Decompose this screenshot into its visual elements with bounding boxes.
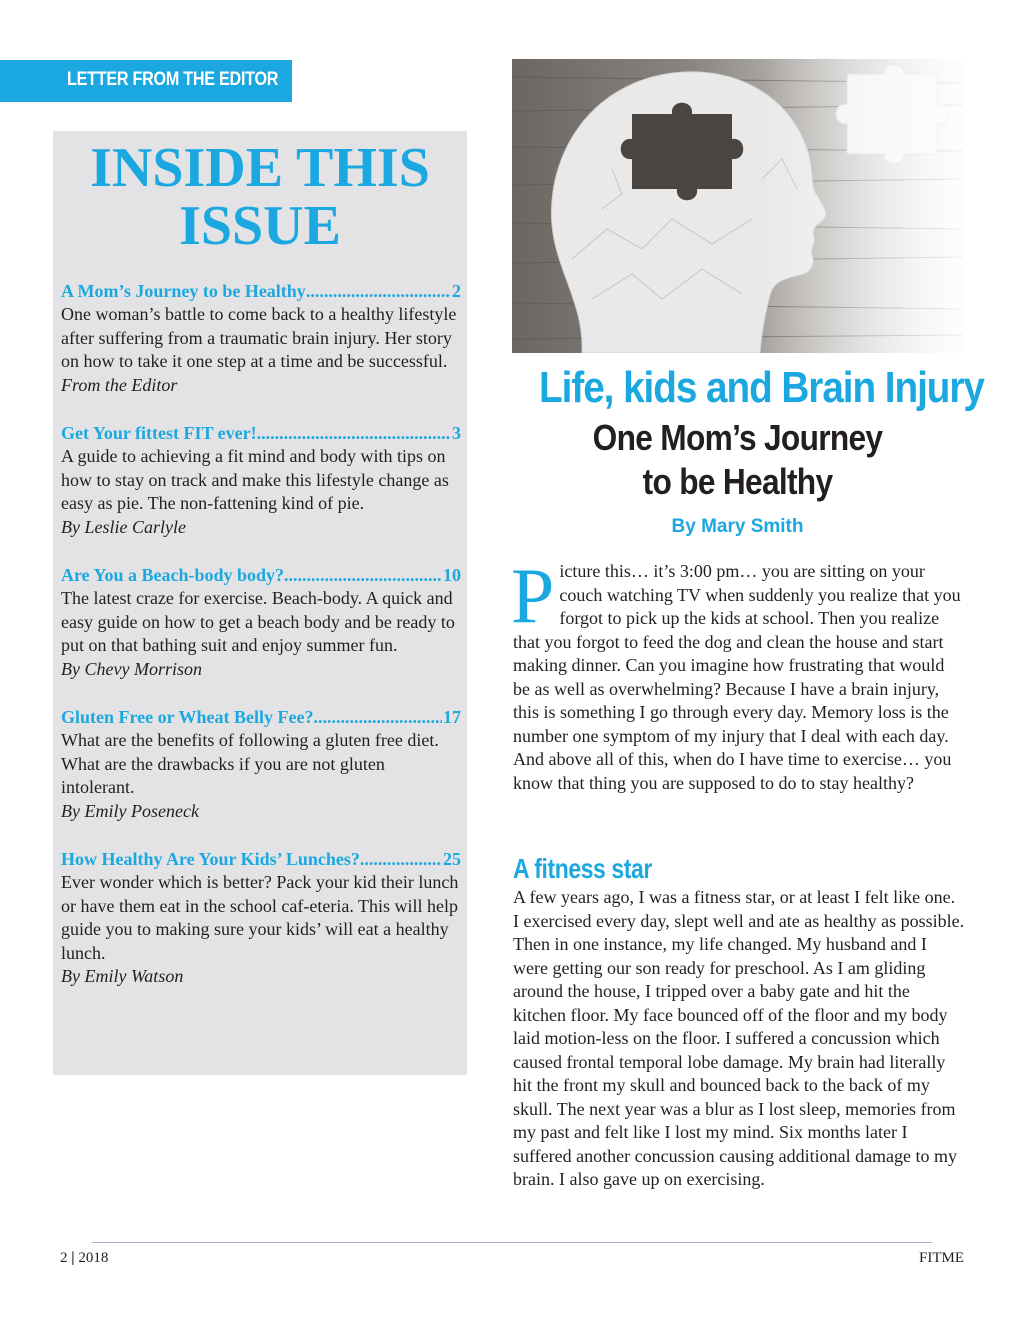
toc-leader-dots [360, 847, 442, 871]
toc-list [61, 279, 461, 1013]
toc-item-description: A guide to achieving a fit mind and body with tips on how to stay on track and make this lifestyle change as easy as pie. The non-fattening kind of pie. [61, 446, 449, 513]
toc-item-heading[interactable] [61, 847, 461, 871]
footer-page-number: 2 [60, 1250, 68, 1266]
toc-item-page: 10 [443, 565, 461, 585]
toc-leader-dots [306, 279, 451, 303]
toc-item-description: The latest craze for exercise. Beach-body. A quick and easy guide on how to get a beach body and be ready to put on that bathing suit and enjoy summer fun. [61, 588, 455, 655]
toc-item-description: One woman’s battle to come back to a healthy lifestyle after suffering from a traumatic brain injury. Her story on how to take it one step at a time and be successful. [61, 304, 457, 371]
toc-item-title: How Healthy Are Your Kids’ Lunches? [61, 849, 360, 869]
article-subtitle-line2: to be Healthy [642, 461, 833, 502]
footer-divider [92, 1242, 932, 1243]
drop-cap: P [511, 552, 555, 639]
toc-item-byline: By Chevy Morrison [61, 658, 202, 679]
toc-item-heading[interactable] [61, 705, 461, 729]
section-tab [0, 60, 292, 102]
toc-item-byline: By Emily Watson [61, 966, 184, 986]
toc-item-heading[interactable] [61, 563, 461, 587]
article-intro-paragraph [511, 552, 965, 795]
toc-item-title: Gluten Free or Wheat Belly Fee? [61, 707, 314, 727]
footer-separator: | [71, 1250, 75, 1266]
toc-leader-dots [284, 563, 442, 587]
toc-title-line2: ISSUE [179, 195, 341, 257]
section-tab-label: LETTER FROM THE EDITOR [67, 69, 279, 90]
toc-item-heading[interactable] [61, 421, 461, 445]
toc-item-description: Ever wonder which is better? Pack your kid their lunch or have them eat in the school caf-eteria. This will help guide you to making sure your kids’ will eat a healthy lunch. [61, 872, 459, 963]
toc-item[interactable] [61, 421, 461, 539]
article-byline: By Mary Smith [671, 516, 804, 537]
section-paragraph: A few years ago, I was a fitness star, or at least I felt like one. I exercised every day, slept well and ate as healthy as possible. Then in one instance, my life changed. My husband and I were getting our son ready for preschool. As I am gliding around the house, I tripped over a baby gate and hit the kitchen floor. My face bounced off of the floor and my body laid motion-less on the floor. I suffered a concussion which caused frontal temporal lobe damage. My brain had literally hit the front my skull and bounced back to the back of my skull. The next year was a blur as I lost sleep, memories from my past and felt like I lost my mind. Six months later I suffered another concussion causing additional damage to my brain. I also gave up on exercising. [513, 887, 965, 1189]
hero-image [512, 59, 963, 353]
head-puzzle-illustration [512, 59, 963, 353]
toc-item-title: Are You a Beach-body body? [61, 565, 285, 585]
toc-item-title: Get Your fittest FIT ever! [61, 423, 257, 443]
toc-title [53, 139, 467, 255]
toc-item-title: A Mom’s Journey to be Healthy [61, 281, 306, 301]
toc-leader-dots [313, 705, 442, 729]
section-heading: A fitness star [513, 853, 652, 884]
toc-item[interactable] [61, 847, 461, 989]
toc-item-byline: By Leslie Carlyle [61, 516, 186, 537]
article-intro-text: icture this… it’s 3:00 pm… you are sitting on your couch watching TV when suddenly you realize that you forgot to pick up the kids at school. Then you realize that you forgot to feed the dog and clean the house and start making dinner. Can you imagine how frustrating that would be as well as overwhelming? Because I have a brain injury, this is something I go through every day. Memory loss is the number one symptom of my injury that I deal with each day. And above all of this, when do I have time to exercise… you know that thing you are supposed to do to stay healthy? [513, 561, 961, 793]
toc-item[interactable] [61, 563, 461, 681]
toc-item[interactable] [61, 705, 461, 823]
footer-year: 2018 [78, 1250, 109, 1266]
toc-item[interactable] [61, 279, 461, 397]
toc-item-page: 2 [452, 281, 461, 301]
toc-item-description: What are the benefits of following a gluten free diet. What are the drawbacks if you are not gluten intolerant. [61, 730, 439, 797]
toc-item-page: 25 [443, 849, 461, 869]
footer-publication: FITME [919, 1250, 964, 1266]
toc-leader-dots [257, 421, 451, 445]
article-title: Life, kids and Brain Injury [539, 363, 984, 412]
table-of-contents [53, 131, 467, 1075]
article-subtitle-line1: One Mom’s Journey [592, 417, 883, 458]
toc-item-byline: By Emily Poseneck [61, 800, 199, 821]
toc-title-line1: INSIDE THIS [90, 137, 430, 199]
toc-item-byline: From the Editor [61, 374, 178, 395]
article-subtitle [512, 416, 963, 504]
toc-item-page: 17 [443, 707, 461, 727]
toc-item-heading[interactable] [61, 279, 461, 303]
toc-item-page: 3 [452, 423, 461, 443]
footer-page-info [60, 1248, 108, 1268]
